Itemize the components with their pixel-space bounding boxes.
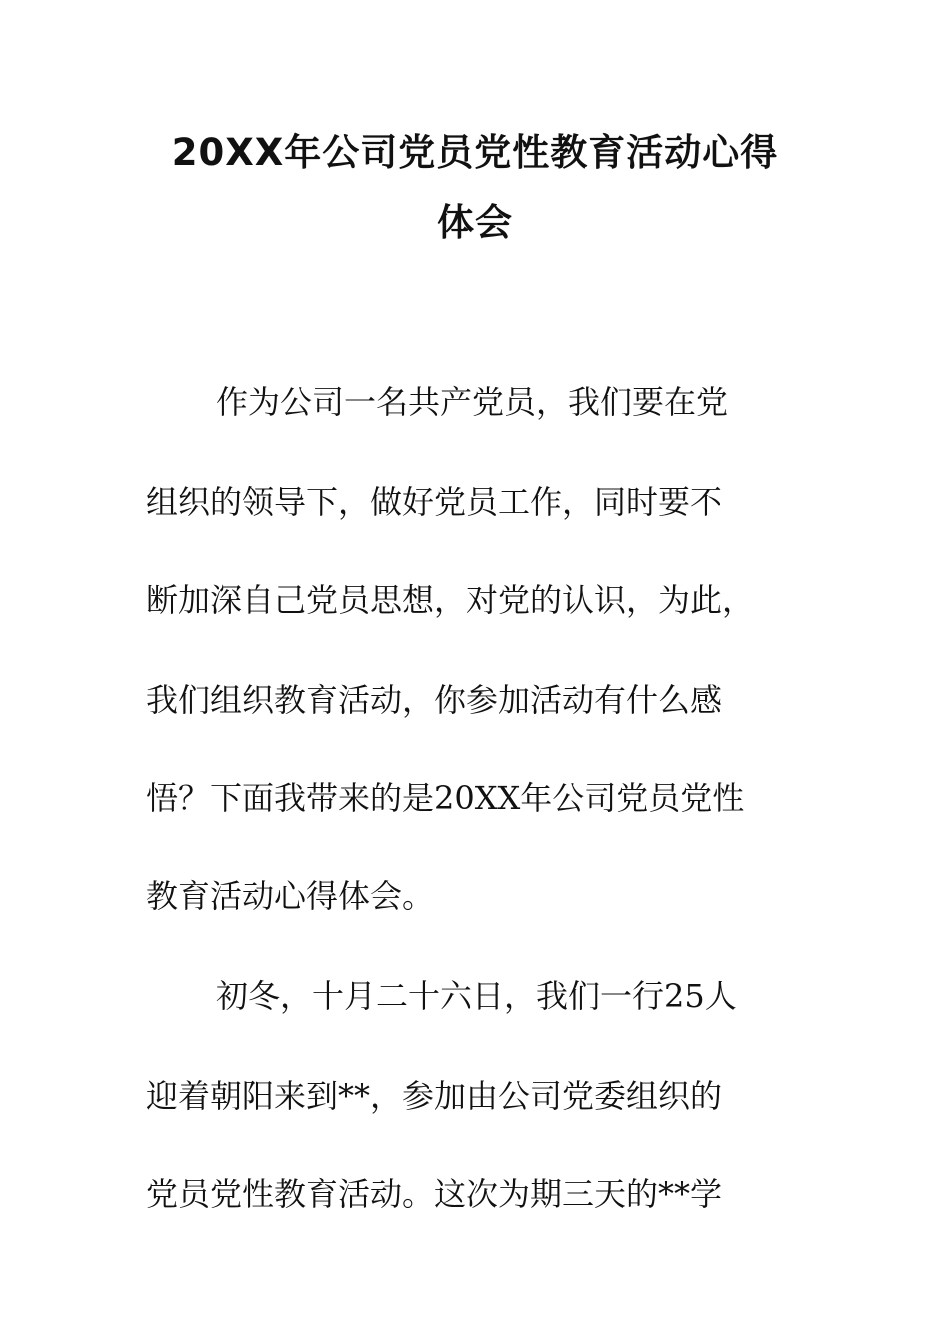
paragraph-line: 初冬，十月二十六日，我们一行25人 — [216, 977, 737, 1015]
paragraph-line: 党员党性教育活动。这次为期三天的**学 — [146, 1175, 723, 1213]
paragraph-line: 组织的领导下，做好党员工作，同时要不 — [146, 483, 723, 521]
paragraph-line: 迎着朝阳来到**，参加由公司党委组织的 — [146, 1077, 723, 1115]
paragraph-line: 教育活动心得体会。 — [146, 877, 435, 915]
paragraph-line: 悟？下面我带来的是20XX年公司党员党性 — [146, 779, 745, 817]
title-line-2: 体会 — [437, 201, 513, 244]
paragraph-line: 我们组织教育活动，你参加活动有什么感 — [146, 681, 723, 719]
paragraph-line: 作为公司一名共产党员，我们要在党 — [216, 383, 729, 421]
document-title — [150, 118, 800, 258]
title-line-1: 20XX年公司党员党性教育活动心得 — [171, 131, 779, 174]
paragraph-line: 断加深自己党员思想，对党的认识，为此， — [146, 581, 755, 619]
